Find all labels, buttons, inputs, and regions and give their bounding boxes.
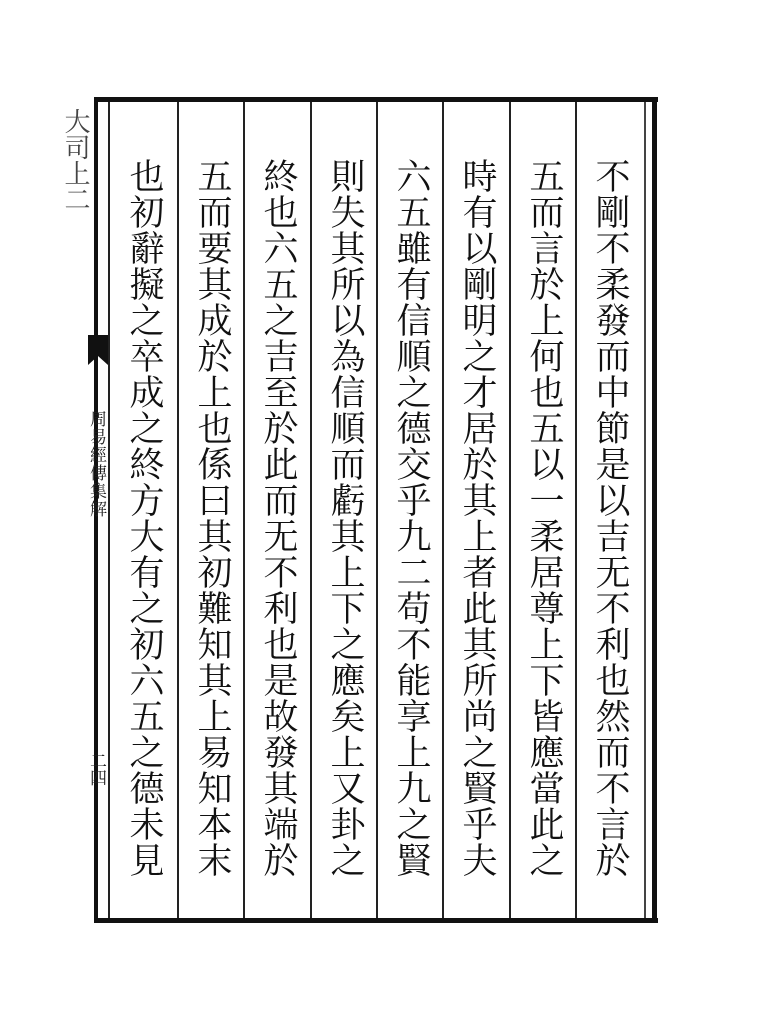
folio-number: 二四 [86, 752, 106, 786]
column-divider [310, 102, 312, 918]
bottom-border [94, 918, 658, 923]
text-column-3: 時有以剛明之才居於其上者此其所尚之賢乎夫 [457, 158, 497, 878]
column-divider [509, 102, 511, 918]
text-column-1: 不剛不柔發而中節是以吉无不利也然而不言於 [590, 158, 630, 878]
text-column-6: 終也六五之吉至於此而无不利也是故發其端於 [258, 158, 298, 878]
column-divider [108, 102, 110, 918]
fishtail-mark [88, 335, 108, 365]
column-divider [177, 102, 179, 918]
text-column-4: 六五雖有信順之德交乎九二苟不能享上九之賢 [391, 158, 431, 878]
text-column-5: 則失其所以為信順而虧其上下之應矣上又卦之 [325, 158, 365, 878]
right-border [652, 97, 657, 923]
text-column-2: 五而言於上何也五以一柔居尊上下皆應當此之 [524, 158, 564, 878]
right-inner-border [644, 102, 646, 918]
margin-title: 周易經傳集解 [86, 410, 106, 518]
text-column-7: 五而要其成於上也係曰其初難知其上易知本末 [192, 158, 232, 878]
edge-fragment: 大司上二 [60, 108, 90, 212]
text-column-8: 也初辭擬之卒成之終方大有之初六五之德未見 [124, 158, 164, 878]
